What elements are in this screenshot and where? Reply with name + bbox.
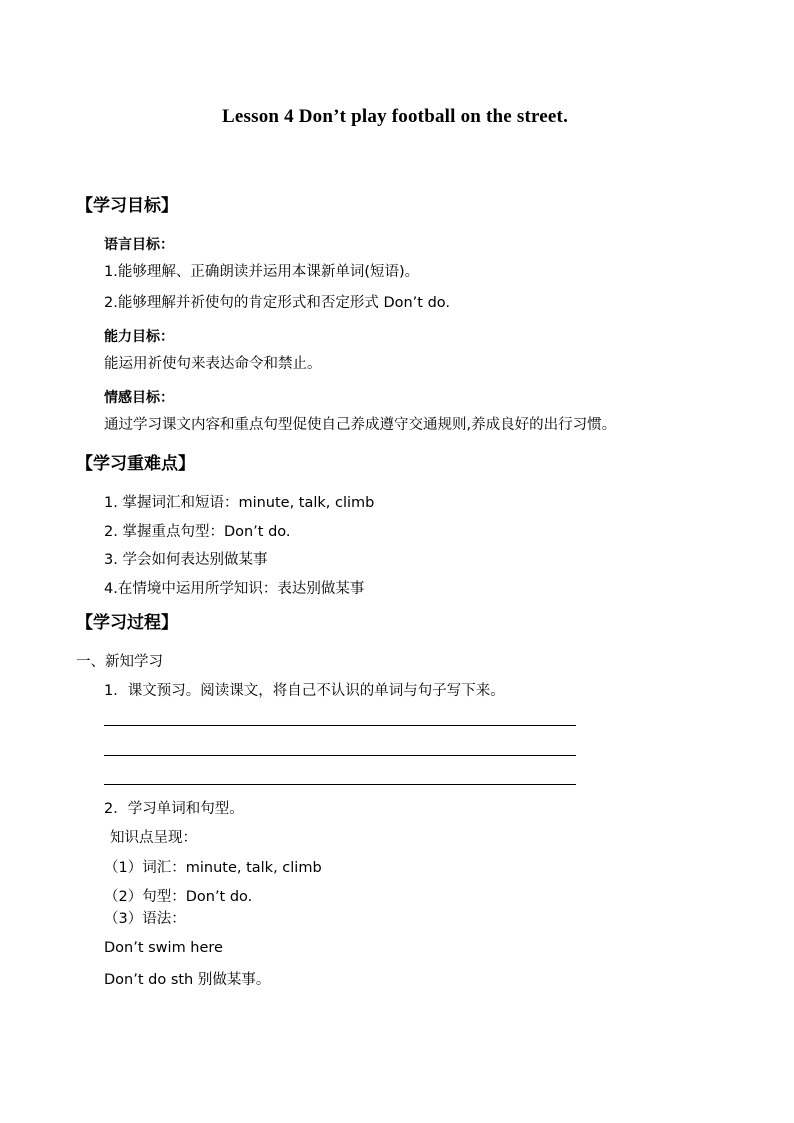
- objectives-heading: 【学习目标】: [76, 196, 178, 216]
- pattern-line: （2）句型：Don’t do.: [104, 889, 253, 905]
- keypoint-item-3: 3. 学会如何表达别做某事: [104, 552, 268, 568]
- keypoint-item-4: 4.在情境中运用所学知识：表达别做某事: [104, 581, 365, 597]
- keypoint-item-2: 2. 掌握重点句型：Don’t do.: [104, 524, 291, 540]
- lesson-title: Lesson 4 Don’t play football on the street.: [222, 106, 569, 127]
- answer-line-2[interactable]: [104, 755, 576, 756]
- vocab-line: （1）词汇：minute, talk, climb: [104, 860, 322, 876]
- emotion-goal-label: 情感目标：: [104, 390, 174, 406]
- process-heading: 【学习过程】: [76, 613, 178, 633]
- process-step-1: 1．课文预习。阅读课文，将自己不认识的单词与句子写下来。: [104, 683, 505, 699]
- language-goal-label: 语言目标：: [104, 237, 174, 253]
- ability-goal-label: 能力目标：: [104, 329, 174, 345]
- grammar-line: （3）语法：: [104, 911, 186, 927]
- ability-goal-text: 能运用祈使句来表达命令和禁止。: [104, 356, 322, 372]
- process-step-2: 2．学习单词和句型。: [104, 801, 244, 817]
- language-goal-item-2: 2.能够理解并祈使句的肯定形式和否定形式 Don’t do.: [104, 295, 451, 311]
- keypoints-heading: 【学习重难点】: [76, 454, 195, 474]
- keypoint-item-1: 1. 掌握词汇和短语：minute, talk, climb: [104, 495, 375, 511]
- process-part-one: 一、新知学习: [76, 654, 163, 670]
- example-line-2: Don’t do sth 别做某事。: [104, 972, 271, 988]
- answer-line-1[interactable]: [104, 725, 576, 726]
- example-line-1: Don’t swim here: [104, 940, 223, 956]
- knowledge-label: 知识点呈现：: [110, 830, 197, 846]
- language-goal-item-1: 1.能够理解、正确朗读并运用本课新单词(短语)。: [104, 264, 420, 280]
- answer-line-3[interactable]: [104, 784, 576, 785]
- emotion-goal-text: 通过学习课文内容和重点句型促使自己养成遵守交通规则,养成良好的出行习惯。: [104, 417, 617, 433]
